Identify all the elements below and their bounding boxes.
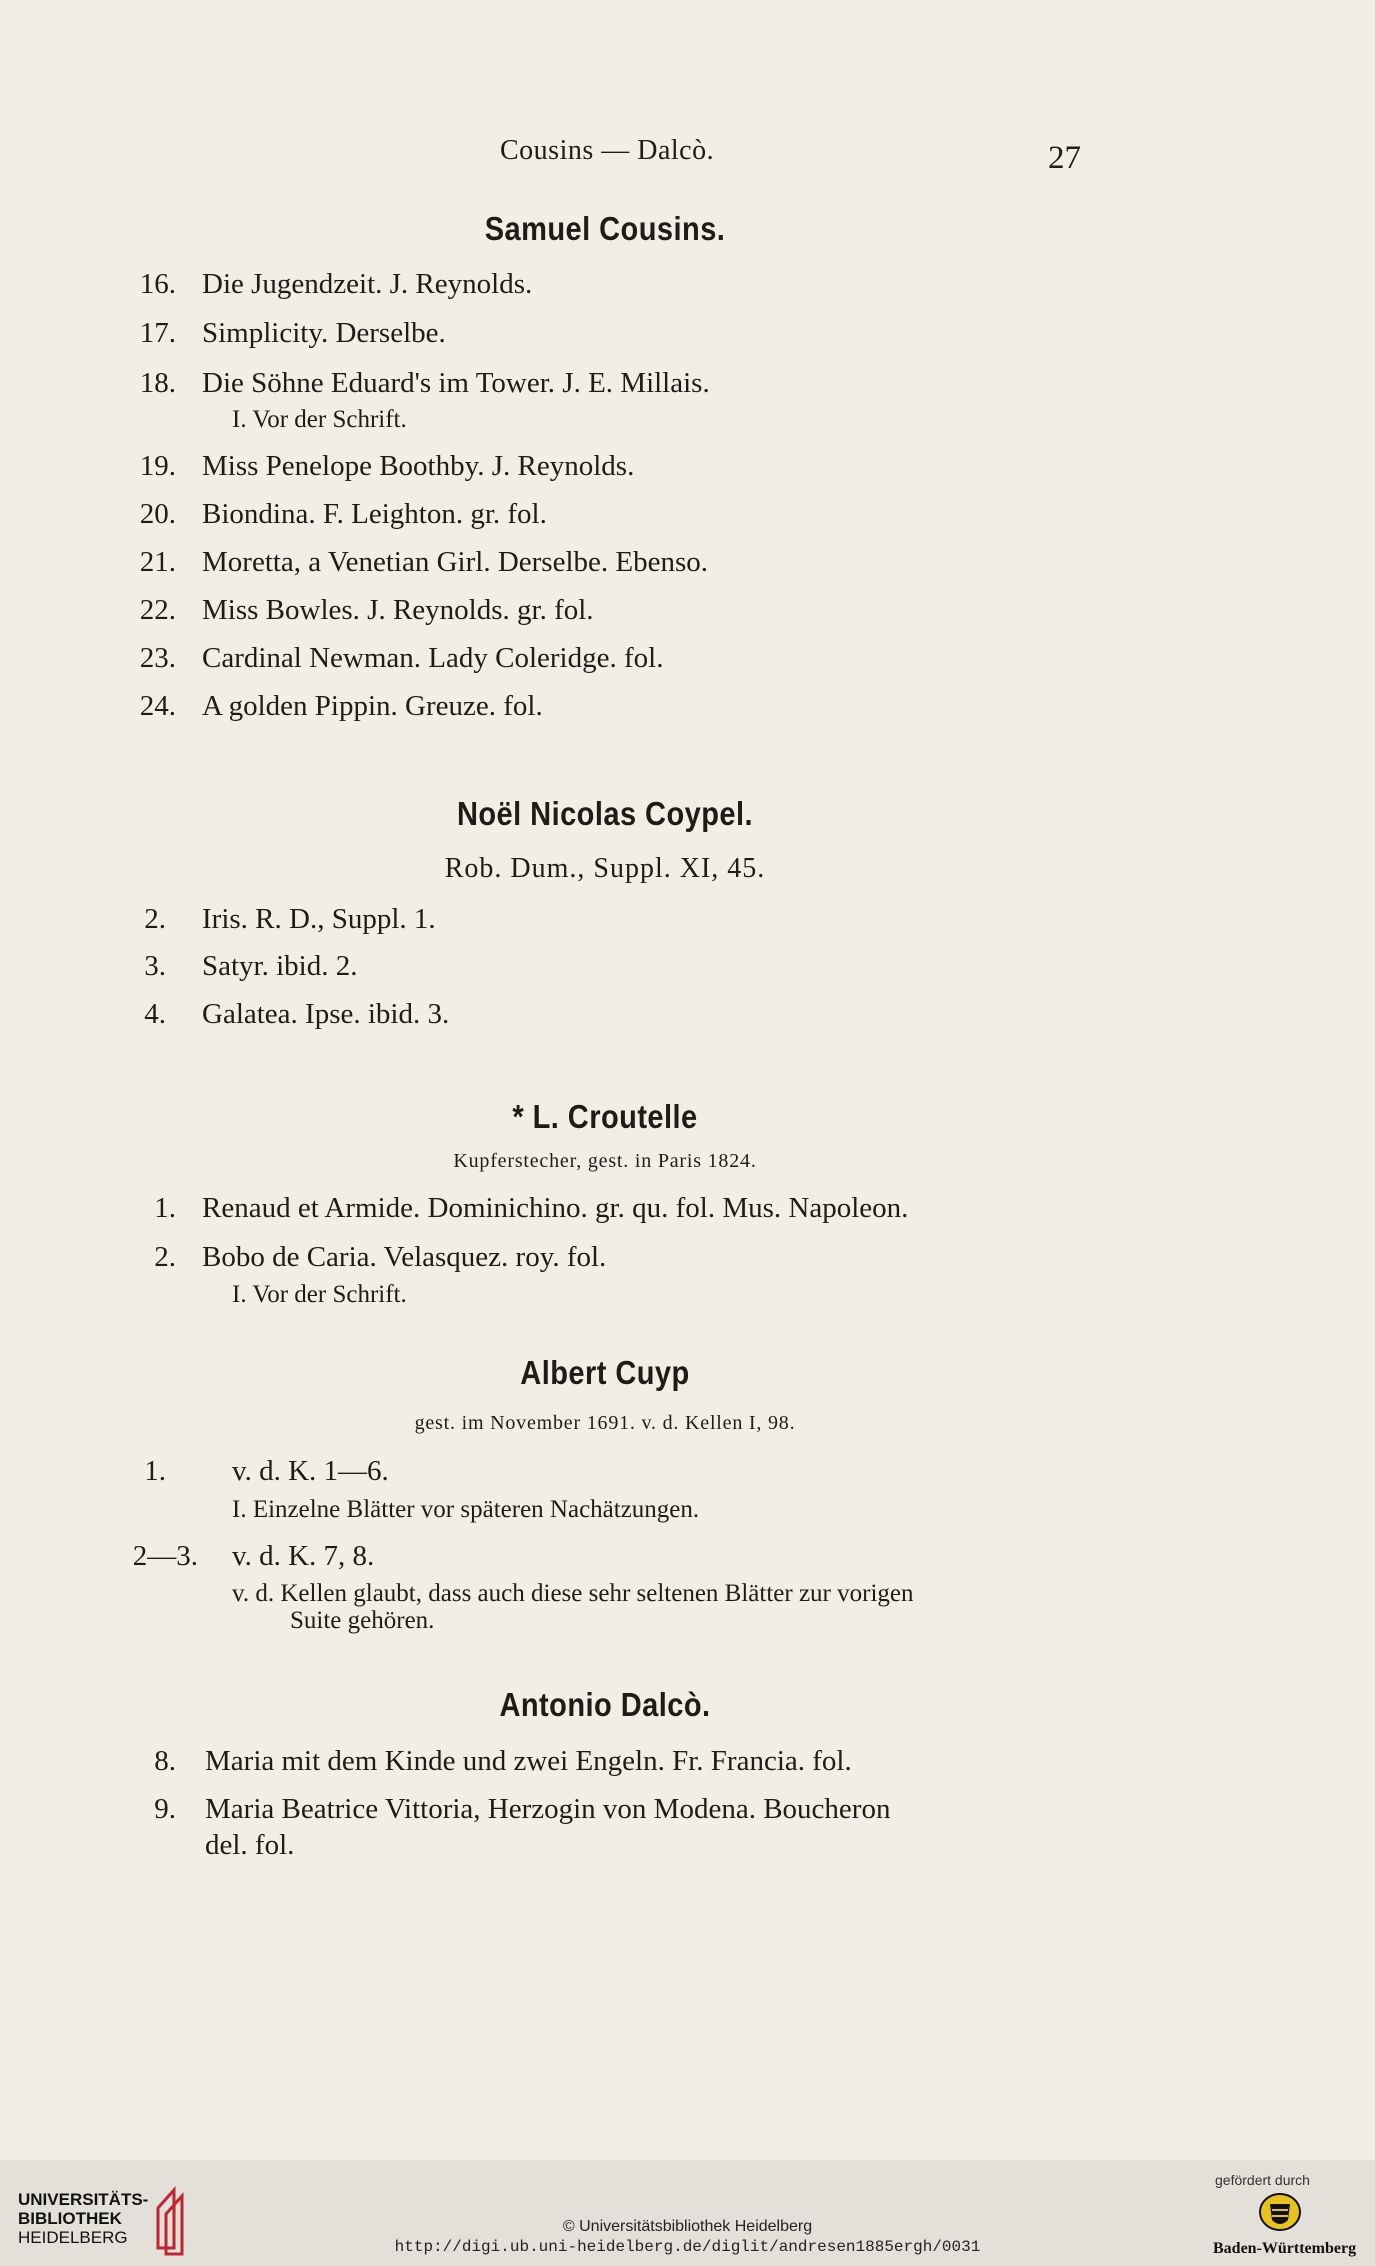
entry-number: 4. [144,998,166,1030]
entry-text: Miss Penelope Boothby. J. Reynolds. [202,450,635,482]
entry-number: 16. [139,268,176,300]
entry-note: I. Einzelne Blätter vor späteren Nachätzungen. [232,1496,700,1523]
entry-text: Satyr. ibid. 2. [202,950,358,982]
entry-text: A golden Pippin. Greuze. fol. [202,690,543,722]
entry-text: Galatea. Ipse. ibid. 3. [202,998,450,1030]
entry-text: Moretta, a Venetian Girl. Derselbe. Ebenso. [202,546,708,578]
library-name-line: UNIVERSITÄTS- [18,2190,149,2209]
entry-number: 22. [139,594,176,626]
entry-text: Die Söhne Eduard's im Tower. J. E. Millais. [202,367,710,399]
entry-number: 21. [139,546,176,578]
section-title-coypel: Noël Nicolas Coypel. [456,795,754,832]
section-subtitle: Rob. Dum., Suppl. XI, 45. [444,853,766,884]
entry-text: Iris. R. D., Suppl. 1. [202,903,436,935]
entry-text: Simplicity. Derselbe. [202,317,446,349]
entry-number: 1. [154,1192,176,1224]
funded-by-label: gefördert durch [1215,2172,1310,2188]
entry-number: 23. [139,642,176,674]
entry-text: Biondina. F. Leighton. gr. fol. [202,498,547,530]
entry-note: I. Vor der Schrift. [232,406,407,433]
entry-number: 3. [144,950,166,982]
entry-number: 1. [144,1455,166,1487]
entry-note: Suite gehören. [290,1607,435,1634]
entry-number: 18. [139,367,176,399]
entry-text: del. fol. [205,1829,295,1861]
entry-text: Bobo de Caria. Velasquez. roy. fol. [202,1241,607,1273]
entry-number: 2. [154,1241,176,1273]
entry-text: v. d. K. 1—6. [232,1455,389,1487]
funder-name: Baden-Württemberg [1213,2240,1357,2257]
entry-text: Maria Beatrice Vittoria, Herzogin von Modena. Boucheron [205,1793,891,1825]
entry-text: Miss Bowles. J. Reynolds. gr. fol. [202,594,594,626]
section-title-dalco: Antonio Dalcò. [499,1686,711,1723]
entry-number: 2—3. [132,1540,198,1572]
section-title-cuyp: Albert Cuyp [520,1354,690,1391]
entry-number: 19. [139,450,176,482]
entry-number: 9. [154,1793,176,1825]
library-name-line: HEIDELBERG [18,2228,128,2247]
section-subtitle: gest. im November 1691. v. d. Kellen I, 98. [414,1412,796,1434]
permalink-url[interactable]: http://digi.ub.uni-heidelberg.de/diglit/andresen1885ergh/0031 [394,2238,981,2256]
entry-text: Renaud et Armide. Dominichino. gr. qu. fol. Mus. Napoleon. [202,1192,909,1224]
section-title-cousins: Samuel Cousins. [484,210,726,247]
entry-text: Maria mit dem Kinde und zwei Engeln. Fr. Francia. fol. [205,1745,852,1777]
section-title-croutelle: * L. Croutelle [512,1098,698,1135]
copyright-text: © Universitätsbibliothek Heidelberg [562,2218,813,2235]
running-title: Cousins — Dalcò. [500,135,715,166]
entry-note: I. Vor der Schrift. [232,1281,407,1308]
entry-number: 24. [139,690,176,722]
section-subtitle: Kupferstecher, gest. in Paris 1824. [453,1150,757,1172]
entry-note: v. d. Kellen glaubt, dass auch diese sehr seltenen Blätter zur vorigen [232,1580,914,1607]
entry-number: 8. [154,1745,176,1777]
crest-icon [1258,2190,1302,2234]
entry-number: 20. [139,498,176,530]
entry-text: v. d. K. 7, 8. [232,1540,375,1572]
entry-number: 17. [139,317,176,349]
entry-number: 2. [144,903,166,935]
entry-text: Die Jugendzeit. J. Reynolds. [202,268,533,300]
page-number: 27 [1048,140,1081,176]
entry-text: Cardinal Newman. Lady Coleridge. fol. [202,642,664,674]
library-name-line: BIBLIOTHEK [18,2209,122,2228]
